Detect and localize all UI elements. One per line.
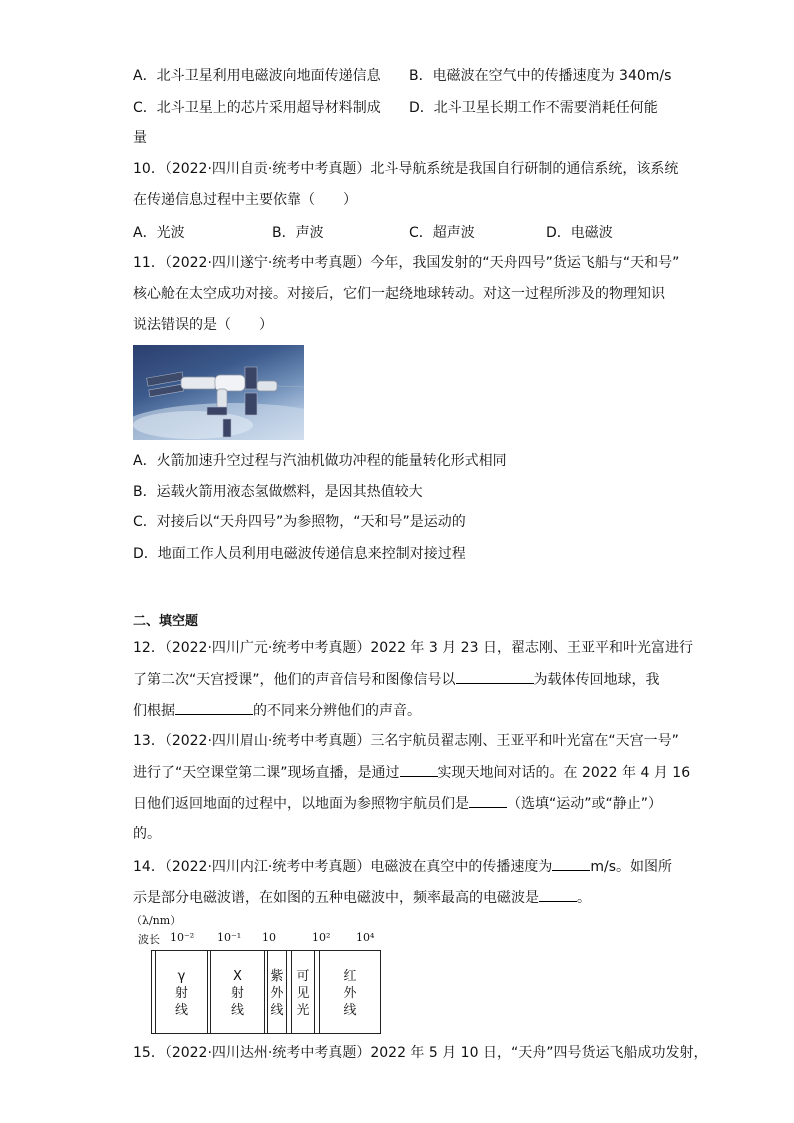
- q11-option-b: B．运载火箭用液态氢做燃料，是因其热值较大: [133, 484, 423, 500]
- spectrum-tick-4: 10²: [312, 931, 331, 944]
- q9-option-a: A．北斗卫星利用电磁波向地面传递信息: [133, 68, 381, 84]
- q13-blank-2[interactable]: [469, 793, 507, 808]
- q13-stem-line4: 的。: [133, 826, 161, 842]
- spectrum-tick-2: 10⁻¹: [217, 931, 242, 944]
- q12-blank-1[interactable]: [456, 669, 534, 684]
- q14-stem-line1: [133, 856, 672, 877]
- q14-text-1b: m/s。如图所: [590, 859, 672, 875]
- q13-stem-line1: 13．（2022·四川眉山·统考中考真题）三名宇航员翟志刚、王亚平和叶光富在“天宫一号”: [133, 733, 679, 749]
- spectrum-tick-5: 10⁴: [356, 931, 375, 944]
- q13-text-3b: （选填“运动”或“静止”）: [507, 796, 663, 812]
- q14-stem-line2: [133, 887, 591, 908]
- band-uv-label: 紫 外 线: [270, 969, 284, 1018]
- q12-text-3b: 的不同来分辨他们的声音。: [253, 703, 421, 719]
- q12-text-2a: 了第二次“天宫授课”，他们的声音信号和图像信号以: [133, 672, 456, 688]
- q15-stem-line1: 15．（2022·四川达州·统考中考真题）2022 年 5 月 10 日，“天舟”四号货运飞船成功发射，: [133, 1045, 708, 1061]
- q12-blank-2[interactable]: [175, 700, 253, 715]
- q14-blank-1[interactable]: [552, 856, 590, 871]
- q13-text-2b: 实现天地间对话的。在 2022 年 4 月 16: [437, 765, 691, 781]
- space-station-photo: [133, 345, 304, 440]
- q10-stem-line2: 在传递信息过程中主要依靠（ ）: [133, 192, 357, 208]
- q9-option-d-cont: 量: [133, 130, 147, 146]
- spectrum-axis-label: 波长: [138, 933, 160, 946]
- q12-stem-line1: 12．（2022·四川广元·统考中考真题）2022 年 3 月 23 日，翟志刚、王亚平和叶光富进行: [133, 640, 693, 656]
- spectrum-tick-3: 10: [262, 931, 276, 944]
- band-ir-label: 红 外 线: [343, 969, 357, 1018]
- q11-option-c: C．对接后以“天舟四号”为参照物，“天和号”是运动的: [133, 514, 466, 530]
- section-title: 二、填空题: [133, 614, 199, 629]
- q13-text-3a: 日他们返回地面的过程中，以地面为参照物宇航员们是: [133, 796, 469, 812]
- spectrum-tick-1: 10⁻²: [170, 931, 195, 944]
- q14-text-2a: 示是部分电磁波谱，在如图的五种电磁波中，频率最高的电磁波是: [133, 890, 539, 906]
- band-xray-label: X 射 线: [230, 969, 244, 1018]
- q12-text-3a: 们根据: [133, 703, 175, 719]
- q13-blank-1[interactable]: [400, 762, 438, 777]
- q14-text-1a: 14．（2022·四川内江·统考中考真题）电磁波在真空中的传播速度为: [133, 859, 553, 875]
- band-gamma-label: γ 射 线: [174, 969, 188, 1018]
- q12-stem-line3: [133, 700, 421, 721]
- q11-stem-line1: 11．（2022·四川遂宁·统考中考真题）今年，我国发射的“天舟四号”货运飞船与“天和号”: [133, 255, 680, 271]
- q10-option-b: B．声波: [272, 225, 324, 241]
- q9-option-b: B．电磁波在空气中的传播速度为 340m/s: [409, 68, 672, 84]
- space-station-image: [133, 345, 304, 440]
- q10-stem-line1: 10．（2022·四川自贡·统考中考真题）北斗导航系统是我国自行研制的通信系统，该系统: [133, 161, 679, 177]
- q9-option-d: D．北斗卫星长期工作不需要消耗任何能: [409, 100, 658, 116]
- q9-option-c: C．北斗卫星上的芯片采用超导材料制成: [133, 100, 381, 116]
- q12-stem-line2: [133, 669, 660, 690]
- q13-text-2a: 进行了“天空课堂第二课”现场直播，是通过: [133, 765, 400, 781]
- q11-option-a: A．火箭加速升空过程与汽油机做功冲程的能量转化形式相同: [133, 453, 507, 469]
- em-spectrum-diagram: [131, 912, 391, 1036]
- q11-stem-line3: 说法错误的是（ ）: [133, 317, 273, 333]
- q14-text-2b: 。: [577, 890, 591, 906]
- q12-text-2b: 为载体传回地球，我: [533, 672, 660, 688]
- q11-stem-line2: 核心舱在太空成功对接。对接后，它们一起绕地球转动。对这一过程所涉及的物理知识: [133, 286, 665, 302]
- band-visible-label: 可 见 光: [296, 969, 310, 1018]
- q13-stem-line3: [133, 793, 662, 814]
- q11-option-d: D．地面工作人员利用电磁波传递信息来控制对接过程: [133, 546, 466, 562]
- spectrum-unit: （λ/nm）: [131, 914, 182, 927]
- q10-option-c: C．超声波: [409, 225, 475, 241]
- q10-option-d: D．电磁波: [546, 225, 613, 241]
- q14-blank-2[interactable]: [539, 887, 577, 902]
- q13-stem-line2: [133, 762, 690, 783]
- q10-option-a: A．光波: [133, 225, 185, 241]
